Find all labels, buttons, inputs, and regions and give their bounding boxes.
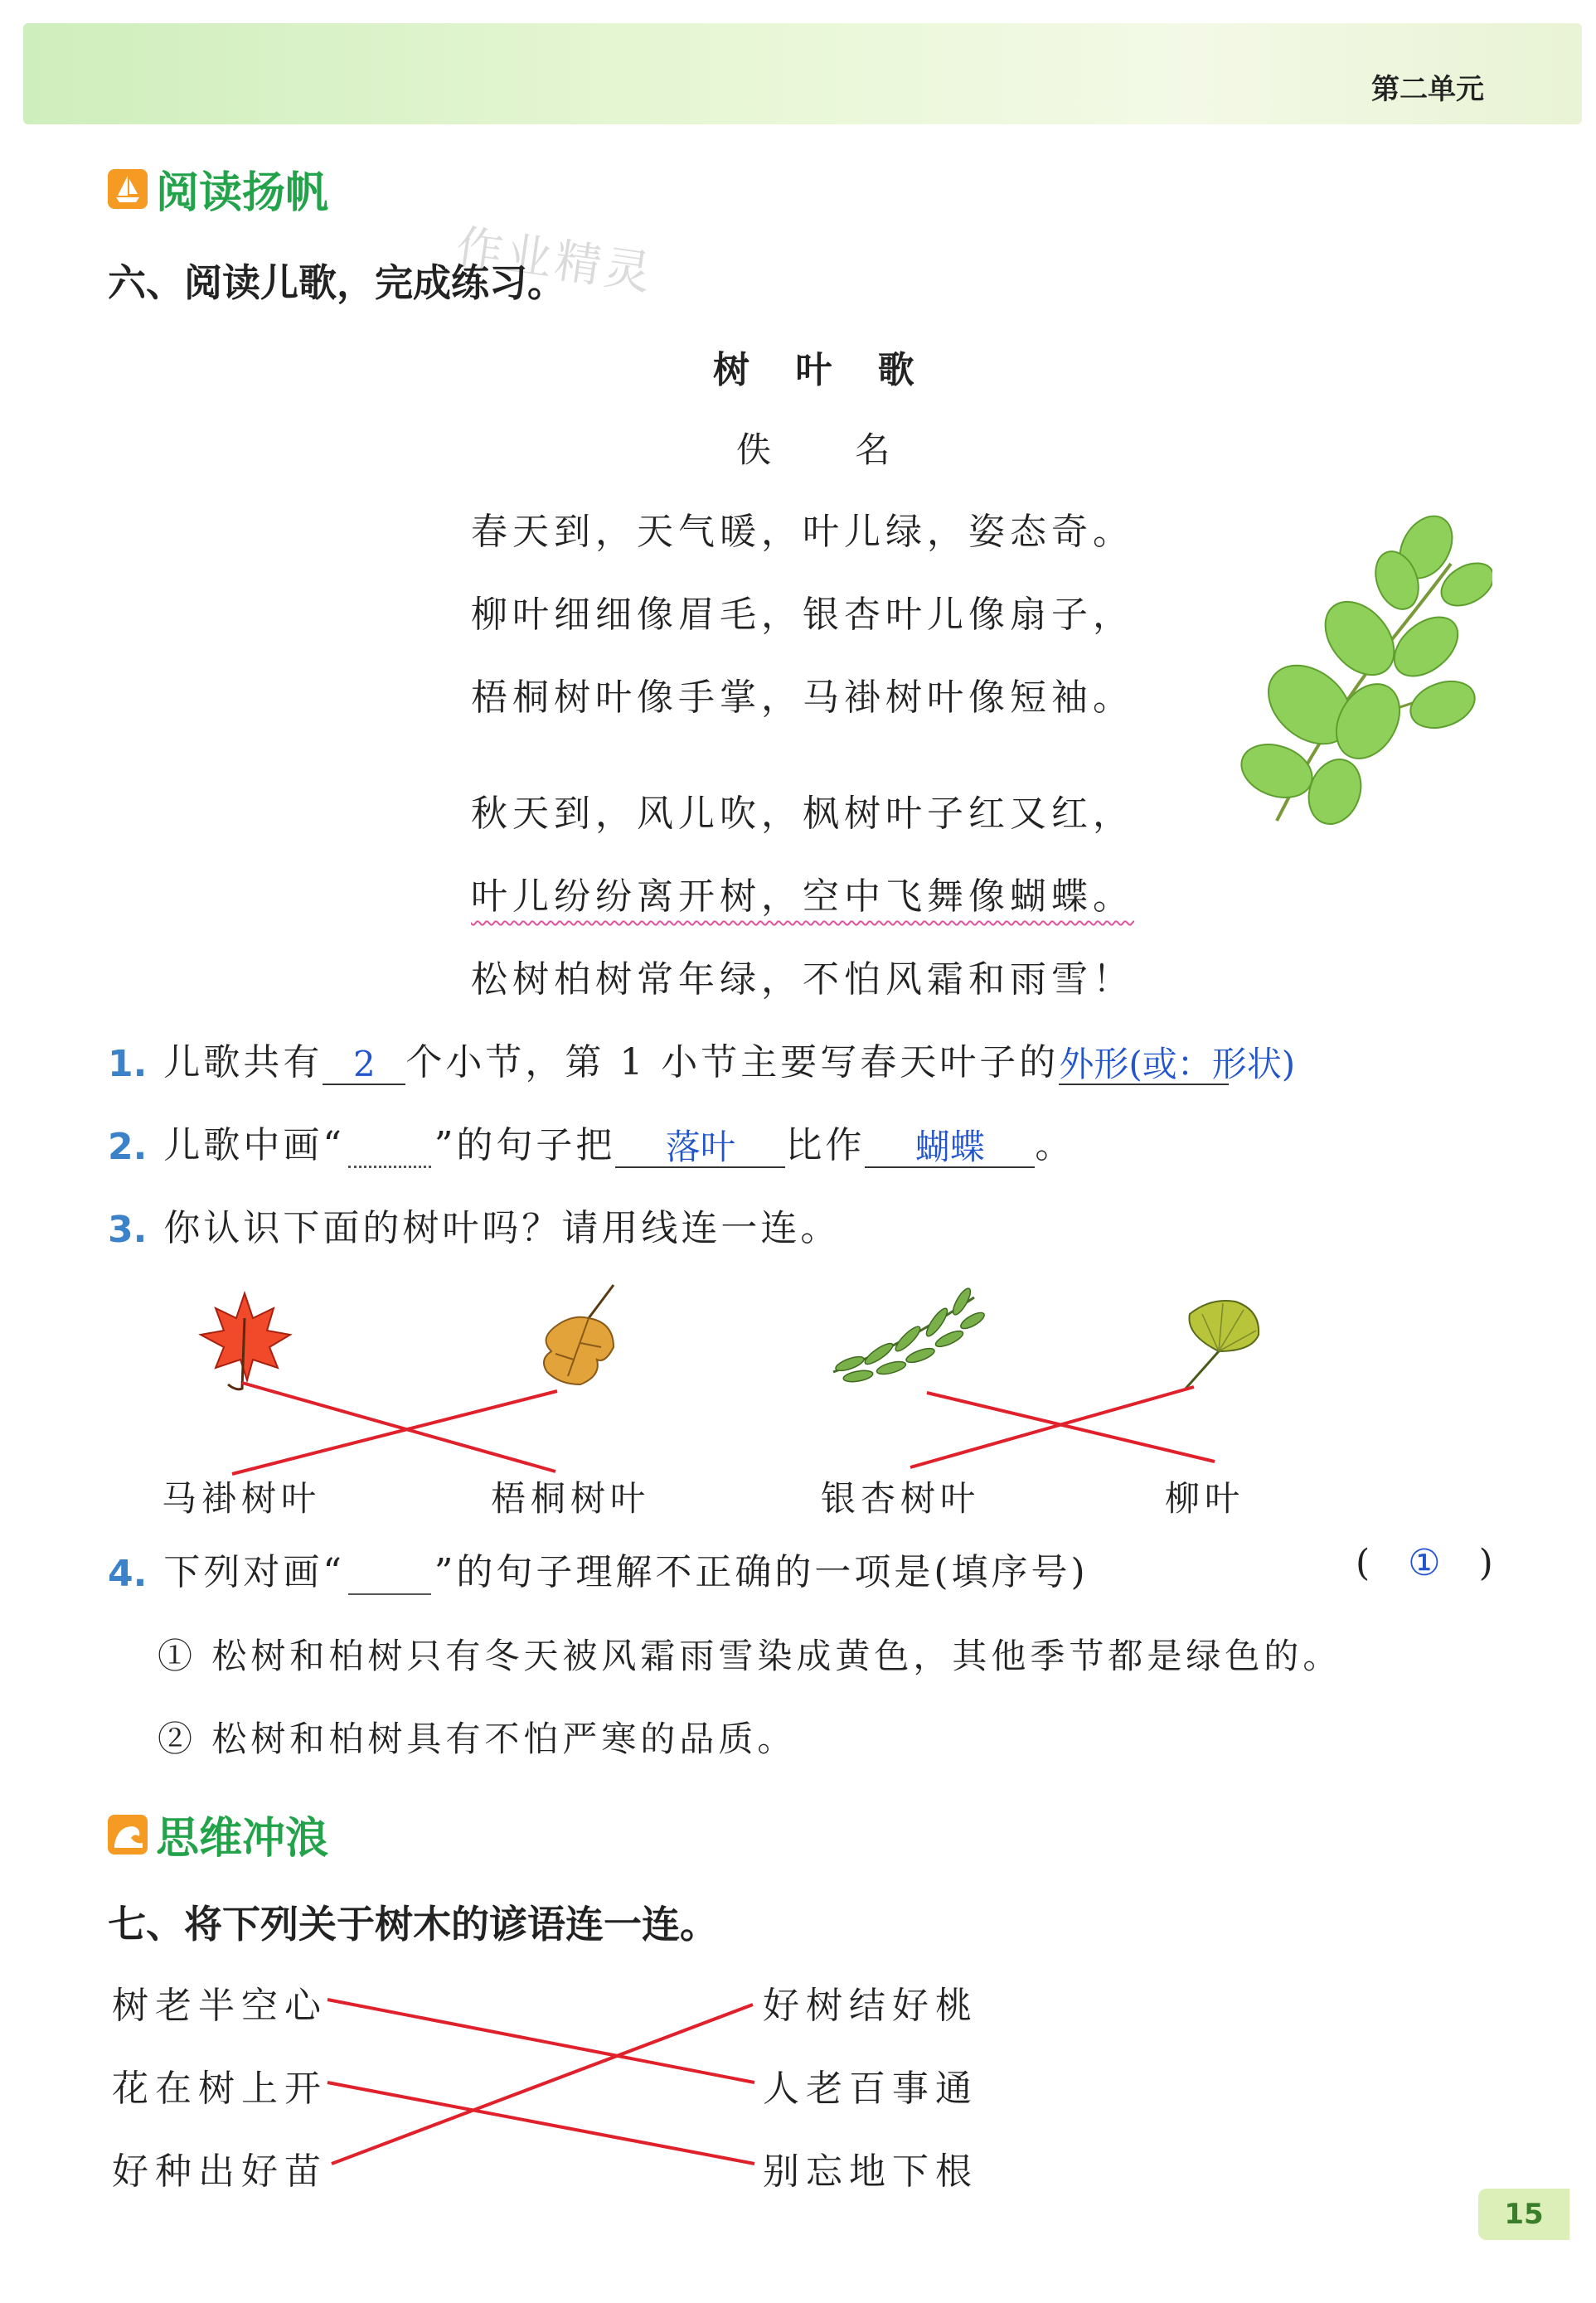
poem-line: 柳叶细细像眉毛，银杏叶儿像扇子，	[471, 594, 1134, 636]
proverb-right: 别忘地下根	[763, 2150, 978, 2193]
match-line	[327, 2082, 754, 2164]
leaf-label: 梧桐树叶	[491, 1478, 651, 1519]
match-line	[242, 1383, 555, 1471]
wavy-line-symbol	[348, 1141, 431, 1168]
question-text: 个小节，第 1 小节主要写春天叶子的	[405, 1041, 1060, 1084]
poem-line: 秋天到，风儿吹，枫树叶子红又红，	[471, 793, 1134, 835]
answer-blank[interactable]: 2	[323, 1045, 405, 1085]
section-title-reading	[108, 158, 328, 220]
question-text: 。	[1035, 1124, 1075, 1166]
question-text: ”的句子把	[434, 1124, 616, 1166]
proverb-left: 好种出好苗	[112, 2150, 327, 2193]
ginkgo-leaf-icon	[1161, 1293, 1277, 1393]
question-number: 1.	[108, 1043, 148, 1085]
maple-leaf-icon	[191, 1285, 298, 1393]
question-1	[108, 1032, 1296, 1085]
question-text: 儿歌共有	[163, 1041, 323, 1084]
proverb-left: 花在树上开	[112, 2068, 327, 2110]
question-text: ”的句子理解不正确的一项是(填序号)	[434, 1551, 1089, 1593]
section-title-text: 阅读扬帆	[156, 168, 329, 218]
paren-open: (	[1356, 1542, 1374, 1584]
question-text: 下列对画“	[163, 1551, 345, 1593]
answer-blank[interactable]: 蝴蝶	[865, 1128, 1035, 1168]
poem-line: 松树柏树常年绿，不怕风霜和雨雪！	[471, 958, 1134, 1001]
leaf-label: 马褂树叶	[162, 1478, 322, 1519]
question-number: 2.	[108, 1126, 148, 1168]
sailboat-icon	[108, 169, 148, 209]
question-4-answer-box	[1356, 1542, 1497, 1584]
match-line	[927, 1393, 1215, 1462]
question-3	[108, 1198, 840, 1251]
question-text: 你认识下面的树叶吗？请用线连一连。	[163, 1207, 841, 1249]
watermark: 作业精灵	[453, 220, 657, 302]
poem-line: 梧桐树叶像手掌，马褂树叶像短袖。	[471, 676, 1134, 719]
answer-blank[interactable]: 外形(或：形状)	[1059, 1043, 1296, 1084]
question-heading-7: 七、将下列关于树木的谚语连一连。	[108, 1902, 718, 1947]
option-1: ① 松树和柏树只有冬天被风霜雨雪染成黄色，其他季节都是绿色的。	[158, 1636, 1342, 1676]
proverb-matching-lines	[0, 1907, 1596, 2205]
proverb-right: 人老百事通	[763, 2068, 978, 2110]
tulip-tree-leaf-icon	[522, 1281, 630, 1397]
proverb-right: 好树结好桃	[763, 1985, 978, 2027]
leaf-label: 柳叶	[1165, 1478, 1245, 1519]
question-number: 3.	[108, 1209, 148, 1251]
straight-line-symbol	[348, 1568, 431, 1595]
proverb-left: 树老半空心	[112, 1985, 327, 2027]
answer-choice[interactable]: ①	[1408, 1542, 1444, 1584]
poem-title: 树 叶 歌	[713, 349, 931, 391]
section-title-thinking	[108, 1803, 328, 1865]
wave-icon	[108, 1815, 148, 1855]
green-leaves-illustration	[1227, 506, 1492, 837]
poem-line: 春天到，天气暖，叶儿绿，姿态奇。	[471, 511, 1134, 553]
poem-author: 佚 名	[736, 429, 927, 470]
paren-close: )	[1478, 1542, 1497, 1584]
section-title-text: 思维冲浪	[156, 1814, 329, 1864]
poem-line-underlined: 叶儿纷纷离开树，空中飞舞像蝴蝶。	[471, 875, 1134, 918]
willow-branch-icon	[825, 1281, 991, 1389]
match-line	[327, 2000, 754, 2082]
header-band	[23, 23, 1582, 124]
page-number: 15	[1478, 2189, 1569, 2240]
leaf-label: 银杏树叶	[821, 1478, 981, 1519]
question-text: 儿歌中画“	[163, 1124, 345, 1166]
unit-label: 第二单元	[1371, 73, 1484, 106]
match-line	[910, 1387, 1194, 1467]
question-text: 比作	[785, 1124, 866, 1166]
question-heading-6: 六、阅读儿歌，完成练习。	[108, 260, 565, 305]
question-4	[108, 1542, 1089, 1595]
question-2	[108, 1115, 1075, 1168]
option-2: ② 松树和柏树具有不怕严寒的品质。	[158, 1719, 797, 1759]
match-line	[232, 1391, 557, 1474]
question-number: 4.	[108, 1553, 148, 1595]
match-line	[332, 2005, 753, 2164]
answer-blank[interactable]: 落叶	[615, 1128, 785, 1168]
